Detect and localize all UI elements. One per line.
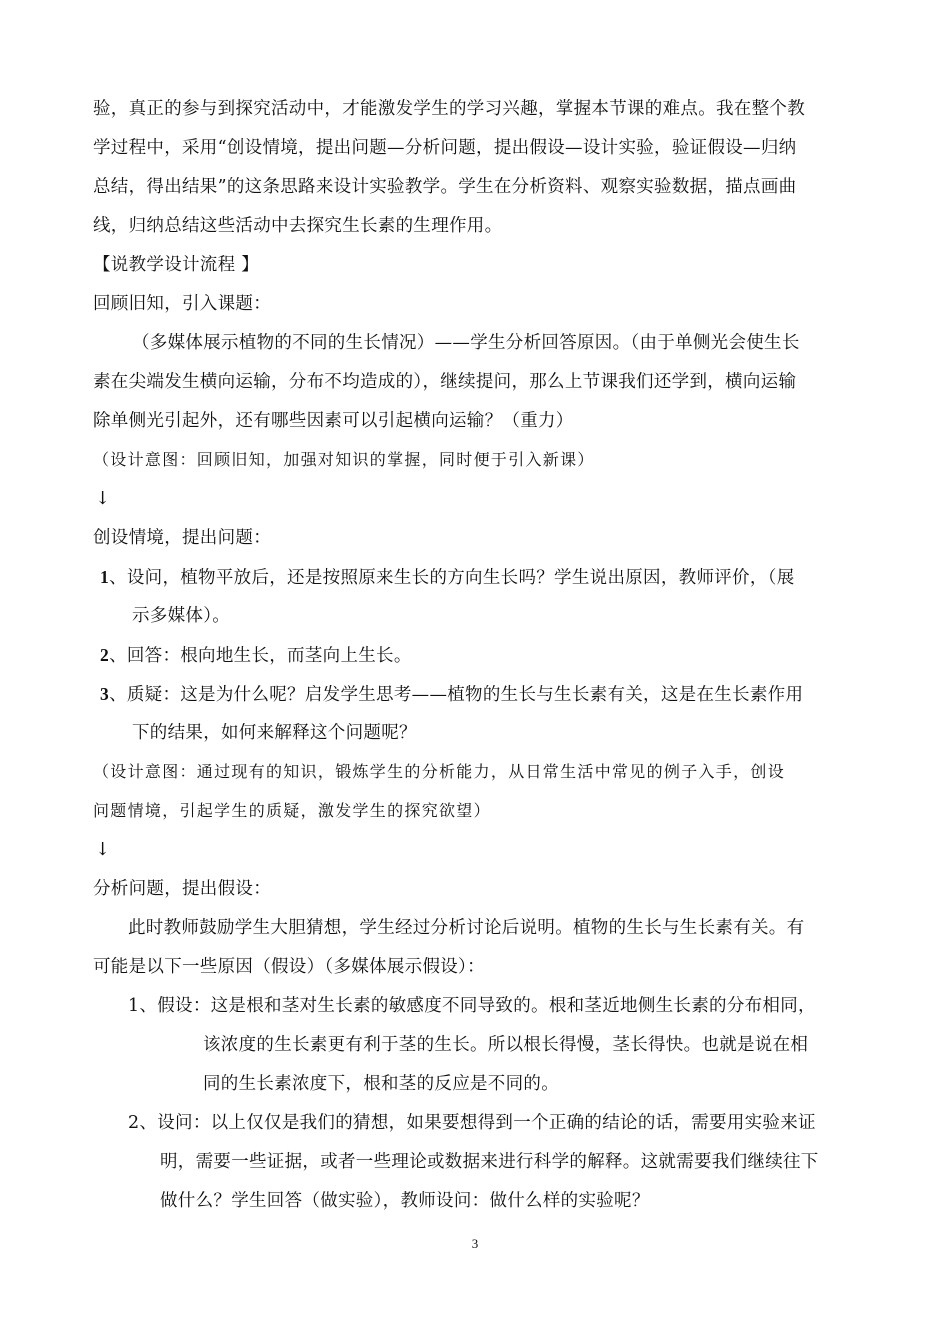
flow-arrow-2: ↓	[95, 839, 111, 860]
item-text: 、设问，植物平放后，还是按照原来生长的方向生长吗？学生说出原因，教师评价，（展	[109, 568, 795, 588]
section2-item-1-cont: 示多媒体）。	[132, 606, 231, 626]
intro-line-1: 验，真正的参与到探究活动中，才能激发学生的学习兴趣，掌握本节课的难点。我在整个教	[93, 99, 805, 119]
section3-item-1-cont-2: 同的生长素浓度下，根和茎的反应是不同的。	[203, 1074, 559, 1094]
flow-arrow-1: ↓	[95, 488, 111, 509]
section1-heading: 回顾旧知，引入课题：	[93, 294, 271, 314]
intro-line-2: 学过程中，采用“创设情境，提出问题—分析问题，提出假设—设计实验，验证假设—归纳	[93, 138, 797, 158]
item-text: 、回答：根向地生长，而茎向上生长。	[109, 646, 412, 666]
section3-heading: 分析问题，提出假设：	[93, 879, 271, 899]
item-number: 2	[100, 645, 110, 665]
section3-item-2-cont-1: 明，需要一些证据，或者一些理论或数据来进行科学的解释。这就需要我们继续往下	[160, 1152, 819, 1172]
item-number: 3	[100, 684, 110, 704]
section2-item-1	[100, 565, 795, 590]
section1-body-line-1: （多媒体展示植物的不同的生长情况）——学生分析回答原因。（由于单侧光会使生长	[132, 333, 800, 353]
section3-item-1: 1、假设：这是根和茎对生长素的敏感度不同导致的。根和茎近地侧生长素的分布相同，	[128, 996, 816, 1016]
section3-item-1-cont-1: 该浓度的生长素更有利于茎的生长。所以根长得慢，茎长得快。也就是说在相	[203, 1035, 809, 1055]
section3-body-line-1: 此时教师鼓励学生大胆猜想，学生经过分析讨论后说明。植物的生长与生长素有关。有	[128, 918, 805, 938]
section2-item-3-cont: 下的结果，如何来解释这个问题呢？	[132, 723, 417, 743]
section3-item-2: 2、设问：以上仅仅是我们的猜想，如果要想得到一个正确的结论的话，需要用实验来证	[128, 1113, 816, 1133]
intro-line-3: 总结，得出结果”的这条思路来设计实验教学。学生在分析资料、观察实验数据，描点画曲	[93, 177, 797, 197]
item-number: 1	[100, 567, 110, 587]
section2-item-2	[100, 643, 412, 668]
section2-design-note-1: （设计意图：通过现有的知识，锻炼学生的分析能力，从日常生活中常见的例子入手，创设	[93, 762, 786, 781]
page-number: 3	[471, 1236, 479, 1251]
section3-item-2-cont-2: 做什么？学生回答（做实验），教师设问：做什么样的实验呢？	[160, 1191, 650, 1211]
section2-design-note-2: 问题情境，引起学生的质疑，激发学生的探究欲望）	[93, 801, 491, 820]
section2-item-3	[100, 682, 803, 707]
section1-body-line-2: 素在尖端发生横向运输，分布不均造成的），继续提问，那么上节课我们还学到，横向运输	[93, 372, 797, 392]
section1-design-note: （设计意图：回顾旧知，加强对知识的掌握，同时便于引入新课）	[93, 450, 595, 469]
section1-body-line-3: 除单侧光引起外，还有哪些因素可以引起横向运输？（重力）	[93, 411, 574, 431]
section3-body-line-2: 可能是以下一些原因（假设）（多媒体展示假设）：	[93, 957, 485, 977]
flow-heading: 【说教学设计流程 】	[93, 255, 260, 275]
item-text: 、质疑：这是为什么呢？启发学生思考——植物的生长与生长素有关，这是在生长素作用	[109, 685, 804, 705]
intro-line-4: 线，归纳总结这些活动中去探究生长素的生理作用。	[93, 216, 503, 236]
section2-heading: 创设情境，提出问题：	[93, 528, 271, 548]
